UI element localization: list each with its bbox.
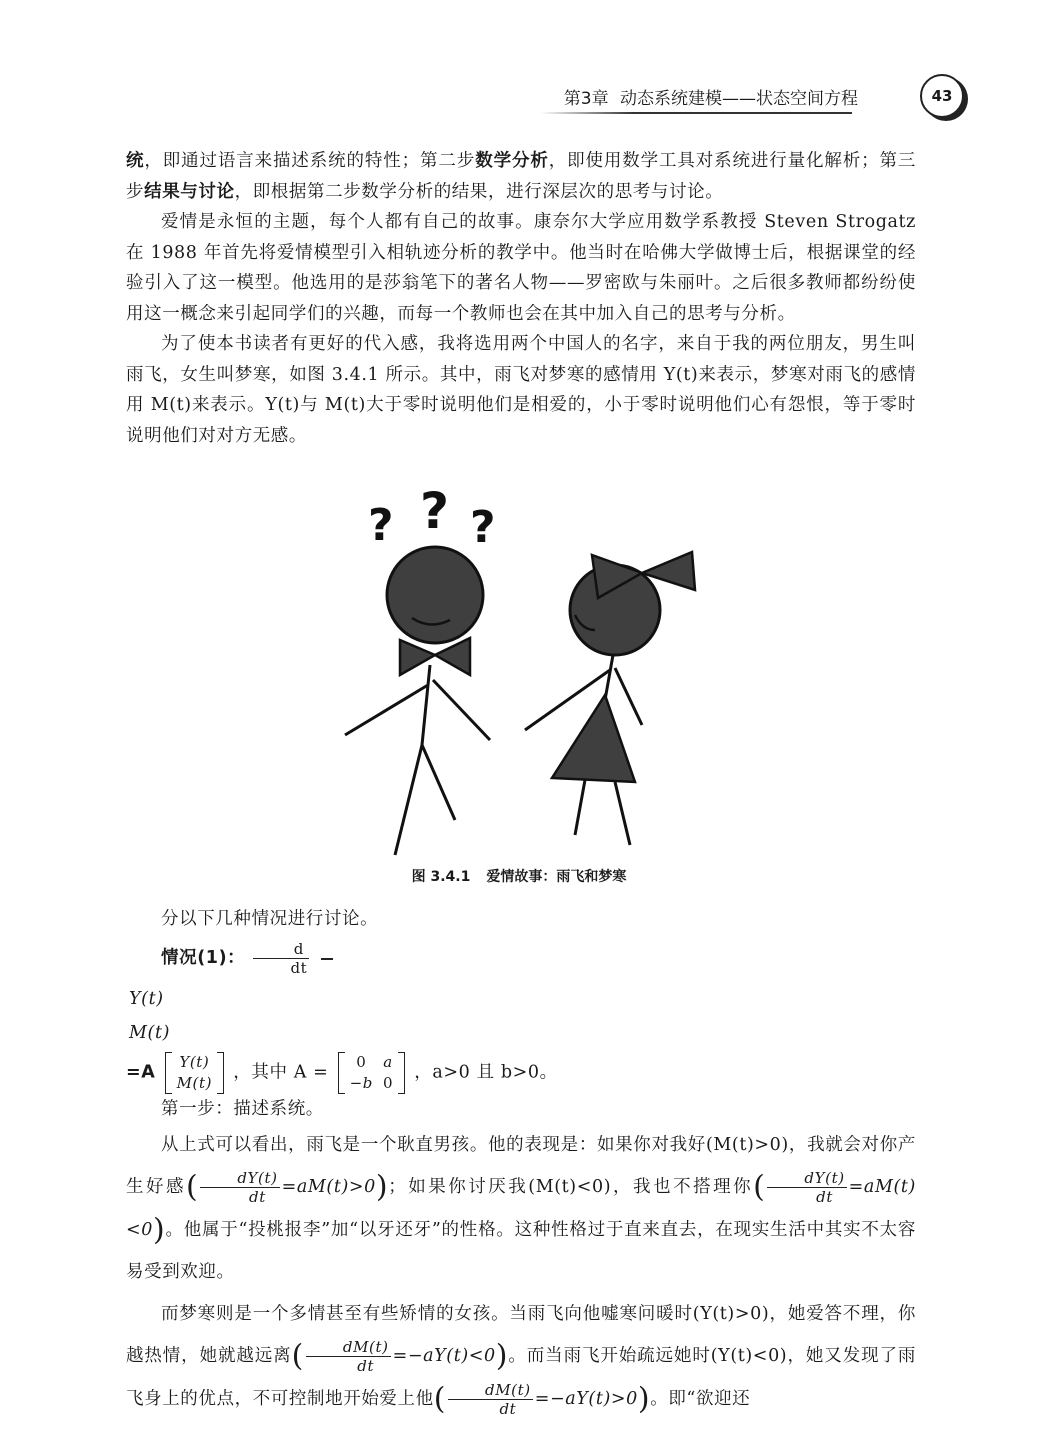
bold-term: 数学分析 — [475, 151, 549, 171]
header-rule — [540, 112, 852, 114]
frac-den: dt — [816, 1188, 833, 1206]
frac-num: dY(t) — [200, 1169, 279, 1188]
paren: ( — [291, 1338, 304, 1374]
paren: ( — [433, 1381, 447, 1416]
question-mark-icon: ? — [470, 502, 496, 553]
boy-right-leg — [422, 745, 455, 820]
girl-right-arm — [615, 668, 642, 725]
body-text-bottom — [126, 904, 916, 1420]
math-run: =−aY(t)>0 — [534, 1388, 638, 1409]
paren: ) — [153, 1212, 166, 1247]
question-mark-icon: ? — [368, 500, 394, 551]
eq-A: =A — [126, 1062, 156, 1082]
girl-skirt — [552, 695, 635, 782]
text-run: ，即根据第二步数学分析的结果，进行深层次的思考与讨论。 — [234, 181, 724, 202]
frac-num: d — [253, 940, 309, 959]
derivative-operator — [253, 940, 309, 977]
matrix-entry: 0 — [356, 1052, 367, 1071]
paren: ( — [186, 1169, 199, 1205]
paragraph-5 — [126, 1293, 916, 1420]
case-1-equation — [126, 935, 916, 981]
text-run: ；如果你讨厌我(M(t)<0)，我也不搭理你 — [388, 1177, 754, 1197]
boy-left-arm — [345, 685, 428, 735]
text-run: 从上式可以看出，雨飞是一个耿直男孩。他的表现是：如果你对我好(M(t)>0)，我就会对你产生好感 — [126, 1135, 916, 1197]
math-run: =−aY(t)<0 — [392, 1346, 496, 1366]
fraction — [448, 1381, 533, 1418]
girl-right-leg — [615, 782, 630, 845]
frac-den: dt — [249, 1188, 266, 1206]
paragraph-3: 为了使本书读者有更好的代入感，我将选用两个中国人的名字，来自于我的两位朋友，男生叫雨飞，女生叫梦寒，如图 3.4.1 所示。其中，雨飞对梦寒的感情用 Y(t)来表示，梦寒对雨飞的感情用 M(t)来表示。Y(t)与 M(t)大于零时说明他们是相爱的，小于零时说明他们心有怨恨，等于零时说明他们对对方无感。 — [126, 334, 916, 446]
caption-text: 爱情故事：雨飞和梦寒 — [486, 869, 627, 885]
fraction — [306, 1338, 391, 1375]
paragraph-4 — [126, 1124, 916, 1293]
text-run: 而梦寒则是一个多情甚至有些矫情的女孩。当雨飞向他嘘寒问暖时(Y(t)>0)，她爱答不理，你越热情，她就越远离 — [126, 1304, 916, 1366]
body-text-top — [126, 146, 916, 451]
matrix-A — [338, 1052, 406, 1094]
page-number: 43 — [920, 74, 964, 118]
step-1: 第一步：描述系统。 — [161, 1098, 324, 1119]
paragraph-1 — [126, 146, 916, 207]
figure-caption — [0, 866, 1038, 886]
caption-number: 图 3.4.1 — [411, 869, 471, 885]
frac-den: dt — [499, 1399, 517, 1418]
fraction — [200, 1169, 279, 1206]
stick-figure-illustration — [330, 490, 710, 860]
text-run: 。而当雨飞开始疏远她时(Y(t)<0)，她又发现了雨飞身上的优点，不可控制地开始爱上他 — [126, 1346, 916, 1409]
vector-entry: M(t) — [176, 1073, 213, 1092]
frac-den: dt — [357, 1357, 375, 1375]
bold-term: 统 — [126, 151, 145, 171]
matrix-entry: a — [383, 1052, 393, 1071]
case-label: 情况(1)： — [161, 947, 246, 968]
condition: ，a>0 且 b>0。 — [414, 1062, 558, 1082]
boy-head — [387, 547, 483, 643]
matrix-entry: −b — [349, 1073, 373, 1092]
boy-body — [422, 665, 430, 745]
fraction — [767, 1169, 846, 1206]
frac-den: dt — [290, 958, 308, 977]
girl-neck — [605, 655, 613, 700]
text-run: ，即通过语言来描述系统的特性；第二步 — [144, 151, 476, 171]
paren: ( — [753, 1169, 766, 1205]
vector-entry: M(t) — [129, 1023, 171, 1043]
boy-right-arm — [433, 680, 490, 740]
question-mark-icon: ? — [420, 490, 450, 540]
chapter-label: 第3章 — [563, 89, 609, 109]
text-run: 。即“欲迎还 — [650, 1388, 751, 1409]
frac-num: dM(t) — [448, 1381, 533, 1400]
running-header — [563, 80, 930, 114]
vector-entry: Y(t) — [179, 1052, 210, 1071]
bold-term: 结果与讨论 — [144, 181, 235, 202]
frac-num: dM(t) — [306, 1338, 391, 1357]
paren: ) — [375, 1169, 389, 1205]
matrix-entry: 0 — [382, 1073, 394, 1092]
math-run: =aM(t)<0 — [126, 1177, 916, 1240]
paren: ) — [637, 1381, 651, 1416]
girl-left-leg — [575, 780, 585, 835]
frac-num: dY(t) — [767, 1169, 846, 1188]
text-run: ，即使用数学工具对系统进行量化解析；第三步 — [126, 151, 916, 202]
discussion-intro: 分以下几种情况进行讨论。 — [161, 909, 379, 929]
boy-left-leg — [395, 745, 422, 855]
math-run: =aM(t)>0 — [281, 1177, 376, 1197]
paren: ) — [495, 1338, 509, 1374]
state-vector — [165, 1052, 225, 1094]
text-run: 。他属于“投桃报李”加“以牙还牙”的性格。这种性格过于直来直去，在现实生活中其实不太容易受到欢迎。 — [126, 1219, 916, 1282]
where-clause: ，其中 A = — [233, 1062, 329, 1082]
chapter-title: 动态系统建模——状态空间方程 — [620, 89, 858, 109]
header-title-line — [558, 84, 858, 109]
paragraph-2: 爱情是永恒的主题，每个人都有自己的故事。康奈尔大学应用数学系教授 Steven Strogatz 在 1988 年首先将爱情模型引入相轨迹分析的教学中。他当时在哈佛大学做博士后，根据课堂的经验引入了这一模型。他选用的是莎翁笔下的著名人物——罗密欧与朱丽叶。之后很多教师都纷纷使用这一概念来引起同学们的兴趣，而每一个教师也会在其中加入自己的思考与分析。 — [126, 212, 916, 324]
vector-entry: Y(t) — [129, 988, 164, 1009]
